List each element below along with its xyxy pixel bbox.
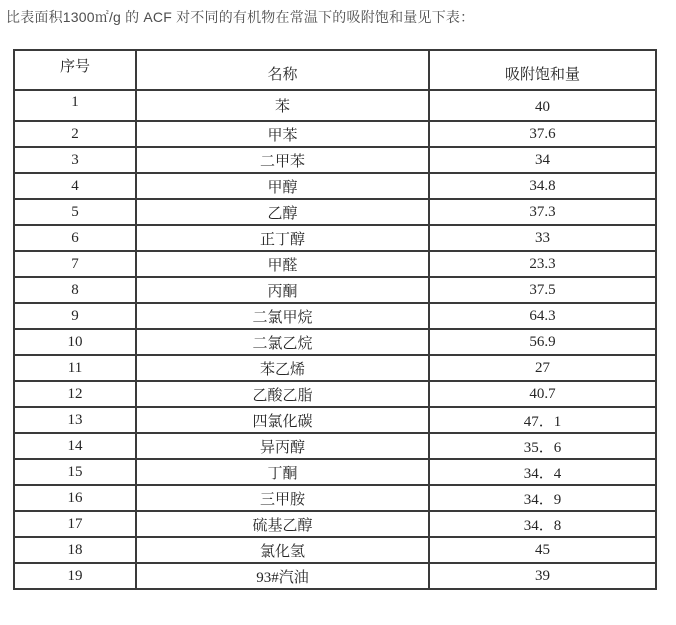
cell-value: 39 bbox=[429, 563, 656, 589]
table-row bbox=[14, 563, 656, 589]
header-cell-saturation: 吸附饱和量 bbox=[429, 50, 656, 90]
table-body bbox=[14, 90, 656, 589]
cell-name: 二氯甲烷 bbox=[136, 303, 429, 329]
cell-no: 18 bbox=[14, 537, 136, 563]
table-row bbox=[14, 147, 656, 173]
cell-no: 13 bbox=[14, 407, 136, 433]
table-row bbox=[14, 277, 656, 303]
cell-no: 5 bbox=[14, 199, 136, 225]
table-row bbox=[14, 381, 656, 407]
table-row bbox=[14, 459, 656, 485]
cell-value: 35．6 bbox=[429, 433, 656, 459]
cell-value: 34．4 bbox=[429, 459, 656, 485]
cell-name: 甲醇 bbox=[136, 173, 429, 199]
cell-name: 氯化氢 bbox=[136, 537, 429, 563]
cell-name: 二甲苯 bbox=[136, 147, 429, 173]
cell-name: 异丙醇 bbox=[136, 433, 429, 459]
cell-no: 16 bbox=[14, 485, 136, 511]
cell-name: 93#汽油 bbox=[136, 563, 429, 589]
table-row bbox=[14, 485, 656, 511]
cell-no: 1 bbox=[14, 90, 136, 121]
cell-name: 正丁醇 bbox=[136, 225, 429, 251]
table-row bbox=[14, 303, 656, 329]
cell-value: 37.5 bbox=[429, 277, 656, 303]
table-header-row bbox=[14, 50, 656, 90]
cell-value: 34.8 bbox=[429, 173, 656, 199]
cell-value: 40.7 bbox=[429, 381, 656, 407]
cell-value: 23.3 bbox=[429, 251, 656, 277]
table-row bbox=[14, 90, 656, 121]
cell-name: 乙醇 bbox=[136, 199, 429, 225]
cell-no: 2 bbox=[14, 121, 136, 147]
cell-name: 四氯化碳 bbox=[136, 407, 429, 433]
cell-name: 甲醛 bbox=[136, 251, 429, 277]
table-row bbox=[14, 225, 656, 251]
cell-no: 15 bbox=[14, 459, 136, 485]
cell-value: 27 bbox=[429, 355, 656, 381]
cell-value: 34．8 bbox=[429, 511, 656, 537]
cell-name: 甲苯 bbox=[136, 121, 429, 147]
cell-value: 37.6 bbox=[429, 121, 656, 147]
table-row bbox=[14, 251, 656, 277]
cell-name: 丙酮 bbox=[136, 277, 429, 303]
table-row bbox=[14, 329, 656, 355]
table-row bbox=[14, 511, 656, 537]
table-row bbox=[14, 173, 656, 199]
header-cell-index: 序号 bbox=[14, 50, 136, 90]
cell-no: 3 bbox=[14, 147, 136, 173]
cell-value: 33 bbox=[429, 225, 656, 251]
cell-no: 7 bbox=[14, 251, 136, 277]
cell-no: 17 bbox=[14, 511, 136, 537]
cell-value: 45 bbox=[429, 537, 656, 563]
cell-value: 40 bbox=[429, 90, 656, 121]
cell-no: 14 bbox=[14, 433, 136, 459]
cell-no: 9 bbox=[14, 303, 136, 329]
cell-name: 硫基乙醇 bbox=[136, 511, 429, 537]
table-row bbox=[14, 121, 656, 147]
cell-no: 11 bbox=[14, 355, 136, 381]
table-row bbox=[14, 407, 656, 433]
table-header bbox=[14, 50, 656, 90]
cell-name: 乙酸乙脂 bbox=[136, 381, 429, 407]
cell-name: 三甲胺 bbox=[136, 485, 429, 511]
cell-value: 56.9 bbox=[429, 329, 656, 355]
table-row bbox=[14, 199, 656, 225]
intro-text: 比表面积1300㎡/g 的 ACF 对不同的有机物在常温下的吸附饱和量见下表： bbox=[6, 9, 475, 25]
cell-value: 37.3 bbox=[429, 199, 656, 225]
cell-no: 10 bbox=[14, 329, 136, 355]
cell-value: 34．9 bbox=[429, 485, 656, 511]
cell-name: 苯乙烯 bbox=[136, 355, 429, 381]
cell-no: 8 bbox=[14, 277, 136, 303]
cell-no: 19 bbox=[14, 563, 136, 589]
cell-value: 64.3 bbox=[429, 303, 656, 329]
cell-no: 6 bbox=[14, 225, 136, 251]
cell-value: 34 bbox=[429, 147, 656, 173]
cell-no: 4 bbox=[14, 173, 136, 199]
cell-no: 12 bbox=[14, 381, 136, 407]
adsorption-table bbox=[13, 49, 657, 590]
cell-name: 丁酮 bbox=[136, 459, 429, 485]
table-row bbox=[14, 433, 656, 459]
header-cell-name: 名称 bbox=[136, 50, 429, 90]
table-row bbox=[14, 355, 656, 381]
cell-value: 47．1 bbox=[429, 407, 656, 433]
cell-name: 二氯乙烷 bbox=[136, 329, 429, 355]
table-row bbox=[14, 537, 656, 563]
cell-name: 苯 bbox=[136, 90, 429, 121]
